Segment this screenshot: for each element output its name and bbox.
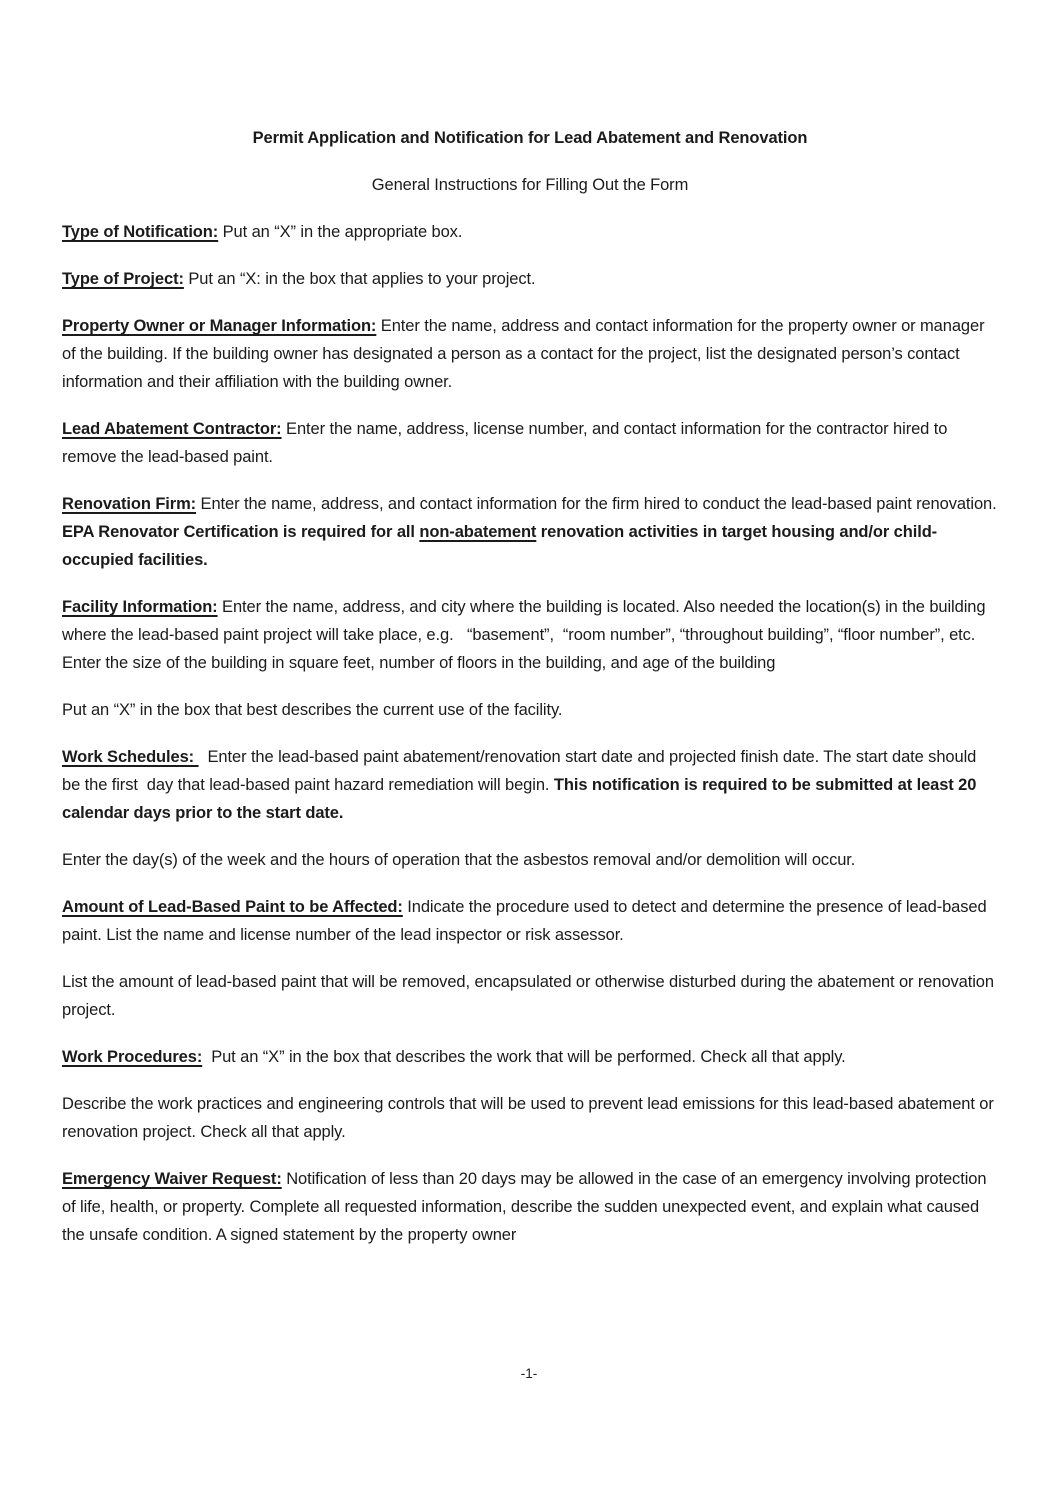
amount-note [62, 968, 998, 1024]
section-renovation-firm [62, 490, 1002, 574]
section-label: Amount of Lead-Based Paint to be Affected: [62, 898, 403, 916]
section-work-procedures [62, 1043, 998, 1071]
section-type-of-notification [62, 218, 998, 246]
section-label: Emergency Waiver Request: [62, 1170, 282, 1188]
document-title: Permit Application and Notification for Lead Abatement and Renovation [252, 129, 808, 147]
section-text: Enter the name, address, and city where the building is located. Also needed the location(s) in the building where the lead-based paint project will take place, e.g. “basement”, “room number”, “throughout building”, “floor number”, etc. Enter the size of the building in square feet, number of floors in the building, and age of the building [62, 598, 990, 672]
page-number: -1- [520, 1366, 538, 1381]
section-text: Enter the day(s) of the week and the hours of operation that the asbestos removal and/or demolition will occur. [62, 851, 856, 869]
section-label: Type of Notification: [62, 223, 219, 241]
document-body [62, 124, 1002, 1268]
section-text: Put an “X” in the box that best describes the current use of the facility. [62, 701, 563, 719]
section-facility-information [62, 593, 998, 677]
section-text: Enter the name, address and contact information for the property owner or manager of the building. If the building owner has designated a person as a contact for the project, list the designated person’s contact information and their affiliation with the building owner. [62, 317, 989, 391]
section-label: Lead Abatement Contractor: [62, 420, 282, 438]
section-emergency-waiver [62, 1165, 998, 1249]
document-subtitle: General Instructions for Filling Out the Form [371, 176, 689, 194]
section-text: Put an “X” in the appropriate box. [218, 223, 463, 241]
section-label: Renovation Firm: [62, 495, 197, 513]
section-text: Enter the lead-based paint abatement/renovation start date and projected finish date. The start date should be the first day that lead-based paint hazard remediation will begin. [62, 748, 981, 794]
section-text: List the amount of lead-based paint that will be removed, encapsulated or otherwise disturbed during the abatement or renovation project. [62, 973, 999, 1019]
section-text: Put an “X: in the box that applies to your project. [183, 270, 536, 288]
facility-use-note [62, 696, 998, 724]
section-label: Work Schedules: [62, 748, 199, 766]
section-label: Facility Information: [62, 598, 218, 616]
section-label: Type of Project: [62, 270, 184, 288]
section-bold-text: EPA Renovator Certification is required for all [62, 523, 420, 541]
section-property-owner [62, 312, 998, 396]
section-text: Indicate the procedure used to detect and determine the presence of lead-based paint. List the name and license number of the lead inspector or risk assessor. [62, 898, 992, 944]
section-label: Work Procedures: [62, 1048, 203, 1066]
work-practices-note [62, 1090, 998, 1146]
section-text: Describe the work practices and engineering controls that will be used to prevent lead emissions for this lead-based abatement or renovation project. Check all that apply. [62, 1095, 999, 1141]
section-type-of-project [62, 265, 998, 293]
section-bold-text: renovation activities in target housing and/or child-occupied facilities. [62, 523, 938, 569]
section-work-schedules [62, 743, 998, 827]
section-label: Property Owner or Manager Information: [62, 317, 377, 335]
section-bold-underlined-text: non-abatement [419, 523, 537, 541]
section-lead-abatement-contractor [62, 415, 998, 471]
section-amount-of-paint [62, 893, 998, 949]
section-text: Enter the name, address, license number, and contact information for the contractor hired to remove the lead-based paint. [62, 420, 952, 466]
section-text: Notification of less than 20 days may be allowed in the case of an emergency involving protection of life, health, or property. Complete all requested information, describe the sudden unexpected event, and explain what caused the unsafe condition. A signed statement by the property owner [62, 1170, 991, 1244]
work-days-note [62, 846, 998, 874]
section-text: Enter the name, address, and contact information for the firm hired to conduct the lead-based paint renovation. [196, 495, 1002, 513]
section-bold-text: This notification is required to be submitted at least 20 calendar days prior to the start date. [62, 776, 981, 822]
section-text: Put an “X” in the box that describes the work that will be performed. Check all that apply. [202, 1048, 846, 1066]
